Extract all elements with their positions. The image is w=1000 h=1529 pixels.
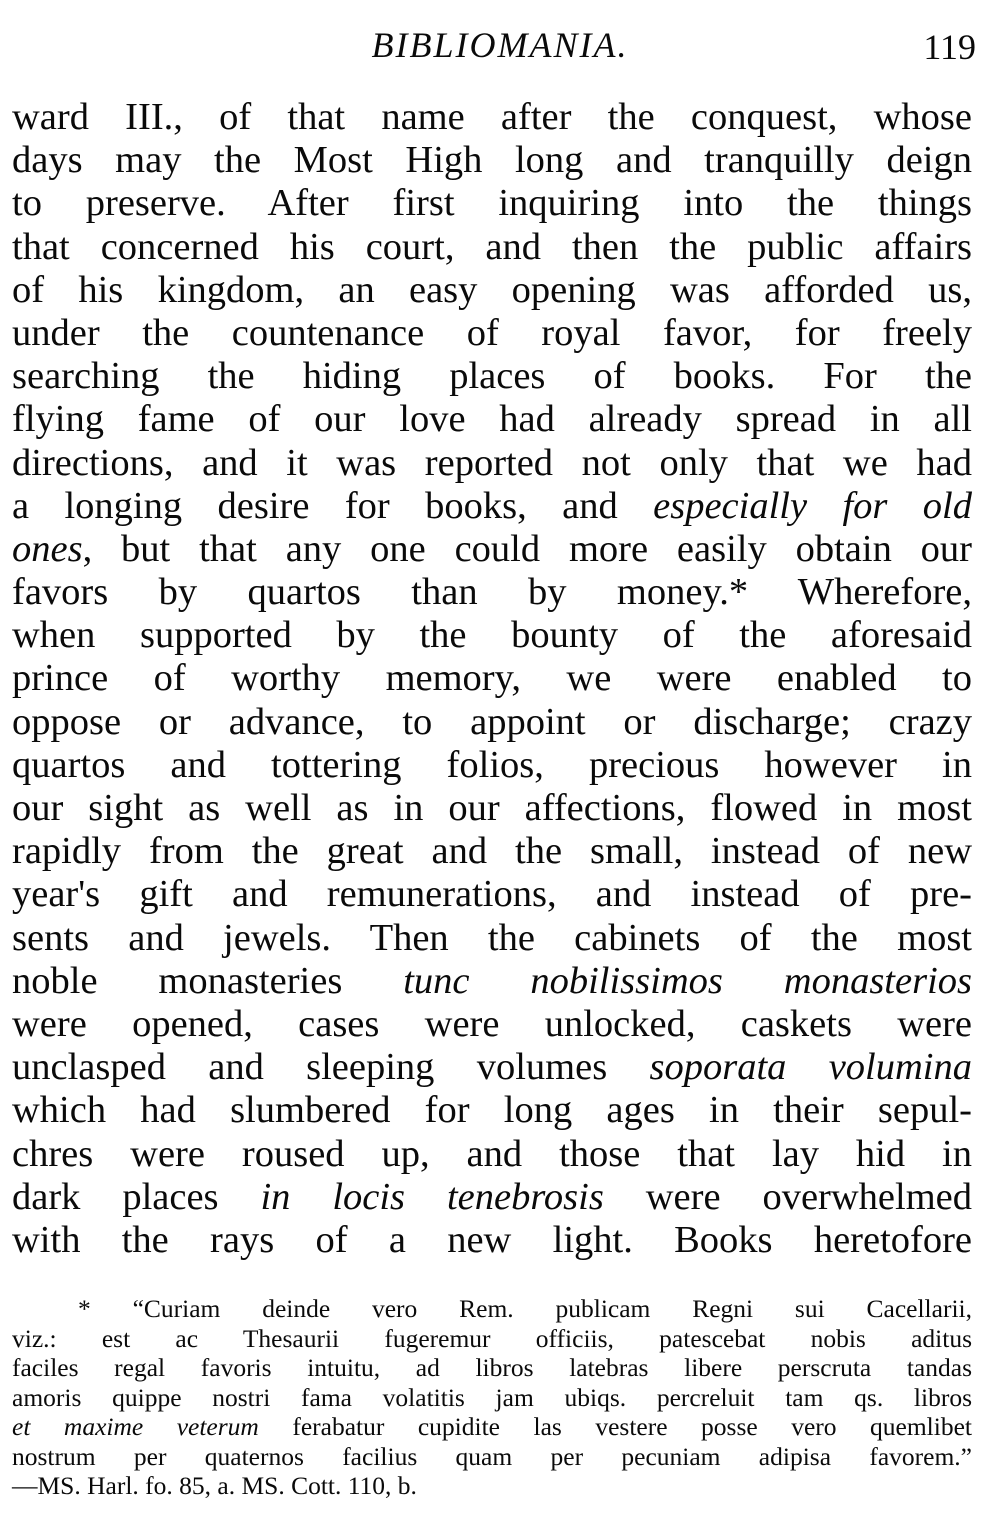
body-line (12, 571, 972, 614)
text-run: amoris quippe nostri fama volatitis jam ubiqs. percreluit tam qs. libros (12, 1382, 972, 1412)
text-run: days may the Most High long and tranquilly deign (12, 139, 972, 182)
text-run: chres were roused up, and those that lay hid in (12, 1132, 972, 1175)
body-line (12, 744, 972, 787)
text-run: favors by quartos than by money.* Wherefore, (12, 571, 972, 614)
text-run: ferabatur cupidite las vestere posse vero quemlibet (258, 1412, 972, 1441)
body-line (12, 398, 972, 441)
body-line (12, 1089, 972, 1132)
body-line (12, 355, 972, 398)
text-run: searching the hiding places of books. For the (12, 355, 972, 398)
running-head (0, 24, 1000, 74)
body-line (12, 442, 972, 485)
text-run: which had slumbered for long ages in their sepul- (12, 1089, 972, 1132)
text-run: viz.: est ac Thesaurii fugeremur officiis, patescebat nobis aditus (12, 1323, 972, 1353)
footnote-line (12, 1324, 972, 1354)
text-run: unclasped and sleeping volumes (12, 1046, 650, 1089)
text-run: year's gift and remunerations, and instead of pre- (12, 873, 972, 916)
footnote-line (12, 1294, 972, 1324)
text-run: were opened, cases were unlocked, caskets were (12, 1002, 972, 1045)
body-line (12, 1003, 972, 1046)
page-number: 119 (923, 27, 976, 67)
text-run: oppose or advance, to appoint or discharge; crazy (12, 700, 972, 743)
body-line (12, 614, 972, 657)
text-run: a longing desire for books, and (12, 484, 654, 527)
text-run: flying fame of our love had already spread in all (12, 398, 972, 441)
text-run: that concerned his court, and then the public affairs (12, 225, 972, 268)
text-run: * “Curiam deinde vero Rem. publicam Regni sui Cacellarii, (78, 1294, 972, 1323)
body-line (12, 182, 972, 225)
italic-phrase: tunc nobilissimos monasterios (403, 959, 972, 1002)
italic-phrase: et maxime veterum (12, 1412, 259, 1441)
text-run: noble monasteries (12, 959, 404, 1002)
footnote-line (12, 1353, 972, 1383)
text-run: , but that any one could more easily obtain our (82, 527, 972, 570)
footnote-line (12, 1471, 972, 1501)
body-line (12, 873, 972, 916)
text-run: of his kingdom, an easy opening was afforded us, (12, 268, 972, 311)
body-line (12, 1046, 972, 1089)
body-line (12, 960, 972, 1003)
text-run: directions, and it was reported not only that we had (12, 441, 972, 484)
text-run: with the rays of a new light. Books heretofore (12, 1218, 972, 1261)
body-line (12, 528, 972, 571)
text-run: to preserve. After first inquiring into the things (12, 182, 972, 225)
body-line (12, 1133, 972, 1176)
running-title: BIBLIOMANIA. (371, 25, 629, 65)
body-text (12, 96, 972, 1262)
text-run: quartos and tottering folios, precious however in (12, 743, 972, 786)
footnote (12, 1294, 972, 1501)
body-line (12, 485, 972, 528)
text-run: prince of worthy memory, we were enabled to (12, 657, 972, 700)
text-run: —MS. Harl. fo. 85, a. MS. Cott. 110, b. (12, 1471, 417, 1500)
body-line (12, 96, 972, 139)
text-run: nostrum per quaternos facilius quam per pecuniam adipisa favorem.” (12, 1441, 972, 1471)
text-run: ward III., of that name after the conquest, whose (12, 96, 972, 138)
italic-phrase: in locis tenebrosis (260, 1175, 604, 1218)
footnote-line (12, 1412, 972, 1442)
text-run: when supported by the bounty of the aforesaid (12, 614, 972, 657)
body-line (12, 701, 972, 744)
text-run: rapidly from the great and the small, instead of new (12, 830, 972, 873)
italic-phrase: ones (12, 527, 83, 570)
body-line (12, 312, 972, 355)
footnote-line (12, 1442, 972, 1472)
text-run: faciles regal favoris intuitu, ad libros latebras libere perscruta tandas (12, 1353, 972, 1382)
italic-phrase: soporata volumina (649, 1046, 972, 1089)
text-run: our sight as well as in our affections, flowed in most (12, 787, 972, 829)
body-line (12, 917, 972, 960)
text-run: under the countenance of royal favor, for freely (12, 311, 972, 354)
body-line (12, 1176, 972, 1219)
body-line (12, 226, 972, 269)
footnote-line (12, 1383, 972, 1413)
body-line (12, 1219, 972, 1262)
body-line (12, 139, 972, 182)
italic-phrase: especially for old (653, 484, 972, 527)
body-line (12, 657, 972, 700)
text-run: dark places (12, 1175, 261, 1218)
body-line (12, 269, 972, 312)
text-run: sents and jewels. Then the cabinets of the most (12, 916, 972, 959)
body-line (12, 830, 972, 873)
text-run: were overwhelmed (603, 1175, 972, 1218)
body-line (12, 787, 972, 830)
